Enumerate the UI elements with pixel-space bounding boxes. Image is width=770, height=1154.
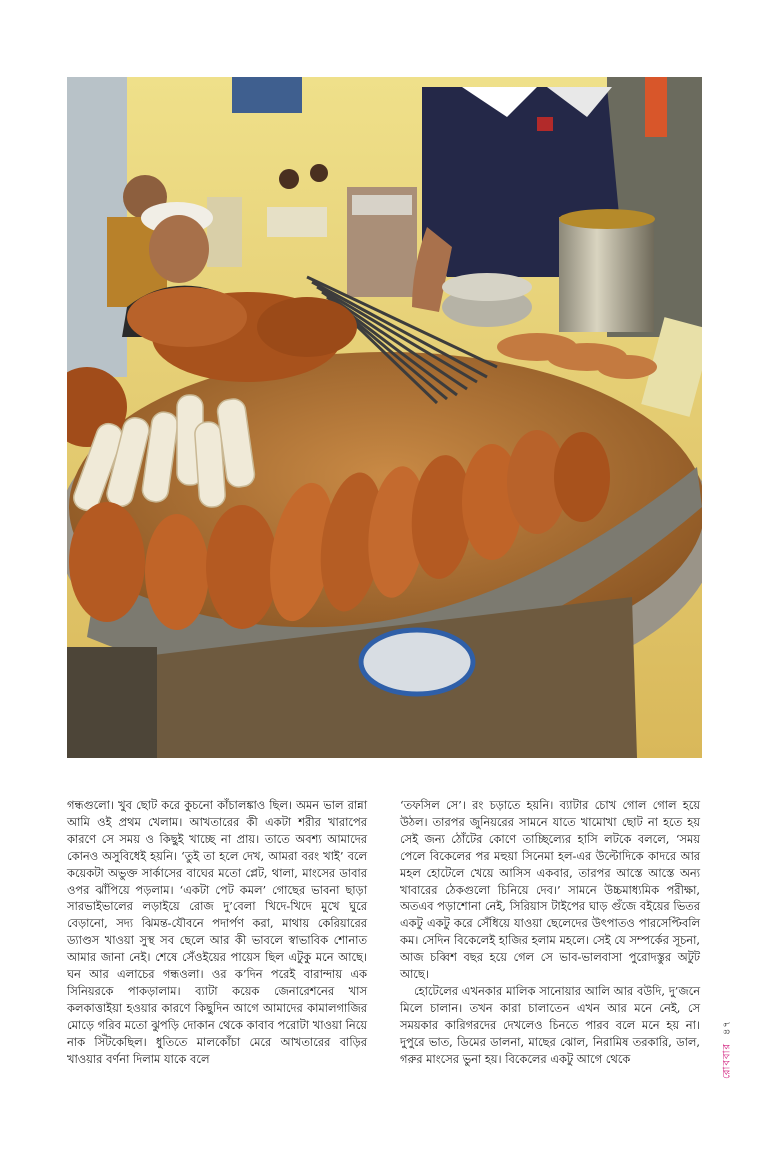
kebab-stall-photo bbox=[67, 77, 702, 758]
article-paragraph: ‘তফসিল সে’। রং চড়াতে হয়নি। ব্যাটার চোখ গোল গোল হয়ে উঠল। তারপর জুনিয়রের সামনে যাতে খামোখা ছোট না হতে হয় সেই জন্য ঠোঁটের কোণে তাচ্ছিল্যের হাসি লটকে বললে, ‘সময় পেলে বিকেলের পর মহুয়া সিনেমা হল-এর উল্টোদিকে কাদরে আর মহল হোটেলে খেয়ে আসিস একবার, তারপর আস্তে আস্তে অন্য খাবারের ঠেকগুলো চিনিয়ে দেব।’ সামনে উচ্চমাধ্যমিক পরীক্ষা, অতএব পড়াশোনা নেই, সিরিয়াস টাইপের ঘাড় গুঁজে বইয়ের ভিতর একটু একটু করে সেঁধিয়ে যাওয়া ছেলেদের উৎপাতও পারসেপ্টিবলি কম। সেদিন বিকেলেই হাজির হলাম মহলে। সেই যে সম্পর্কের সূচনা, আজ চব্বিশ বছর হয়ে গেল সে ভাব-ভালবাসা পুরোদস্তুর অটুট আছে। bbox=[400, 798, 700, 982]
page-number: ৪৭ bbox=[721, 1020, 733, 1036]
page-folio bbox=[718, 1010, 738, 1090]
article-column-left bbox=[67, 797, 367, 1068]
article-paragraph: গন্ধগুলো। খুব ছোট করে কুচনো কাঁচালঙ্কাও ছিল। অমন ভাল রান্না আমি ওই প্রথম খেলাম। আখতারের কী একটা শরীর খারাপের কারণে সে সময় ও কিছুই খাচ্ছে না প্রায়। তাতে অবশ্য আমাদের কোনও অসুবিধেই হয়নি। ‘তুই তা হলে দেখ, আমরা বরং খাই’ বলে কয়েকটা অভুক্ত সার্কাসের বাঘের মতো প্লেট, থালা, মাংসের ডাবার ওপর ঝাঁপিয়ে পড়লাম। ‘একটা পেট কমল’ গোছের ভাবনা ছাড়া সারভাইভালের লড়াইয়ে রোজ দু’বেলা খিদে-খিদে মুখে ঘুরে বেড়ানো, সদ্য ঝিমন্ত-যৌবনে পদার্পণ করা, মাথায় কেরিয়ারের ড্যাণ্ডস খাওয়া সুস্থ সব ছেলে আর কী ভাবলে স্বাভাবিক শোনাত আমার জানা নেই। শেষে সেঁওইয়ের পায়েস ছিল এটুকু মনে আছে। ঘন আর এলাচের গন্ধওলা। ওর ক’দিন পরেই বারান্দায় এক সিনিয়রকে পাকড়ালাম। ব্যাটা কয়েক জেনারেশনের খাস কলকাত্তাইয়া হওয়ার কারণে কিছুদিন আগে আমাদের কামালগাজির মোড়ে গরিব মতো ঝুপড়ি দোকান থেকে কাবাব পরোটা খাওয়া নিয়ে নাক সিঁটকেছিল। ধুতিতে মালকোঁচা মেরে আখতারের বাড়ির খাওয়ার বর্ণনা দিলাম যাকে বলে bbox=[67, 798, 367, 1066]
magazine-name: রোববার bbox=[721, 1043, 733, 1080]
article-paragraph: হোটেলের এখনকার মালিক সানোয়ার আলি আর বউদি, দু’জনে মিলে চালান। তখন কারা চালাতেন এখন আর মনে নেই, সে সময়কার কারিগরদের দেখলেও চিনতে পারব বলে মনে হয় না। দুপুরে ভাত, ডিমের ডালনা, মাছের ঝোল, নিরামিষ তরকারি, ডাল, গরুর মাংসের ভুনা হয়। বিকেলের একটু আগে থেকে bbox=[400, 983, 700, 1066]
article-column-right bbox=[400, 797, 700, 1068]
